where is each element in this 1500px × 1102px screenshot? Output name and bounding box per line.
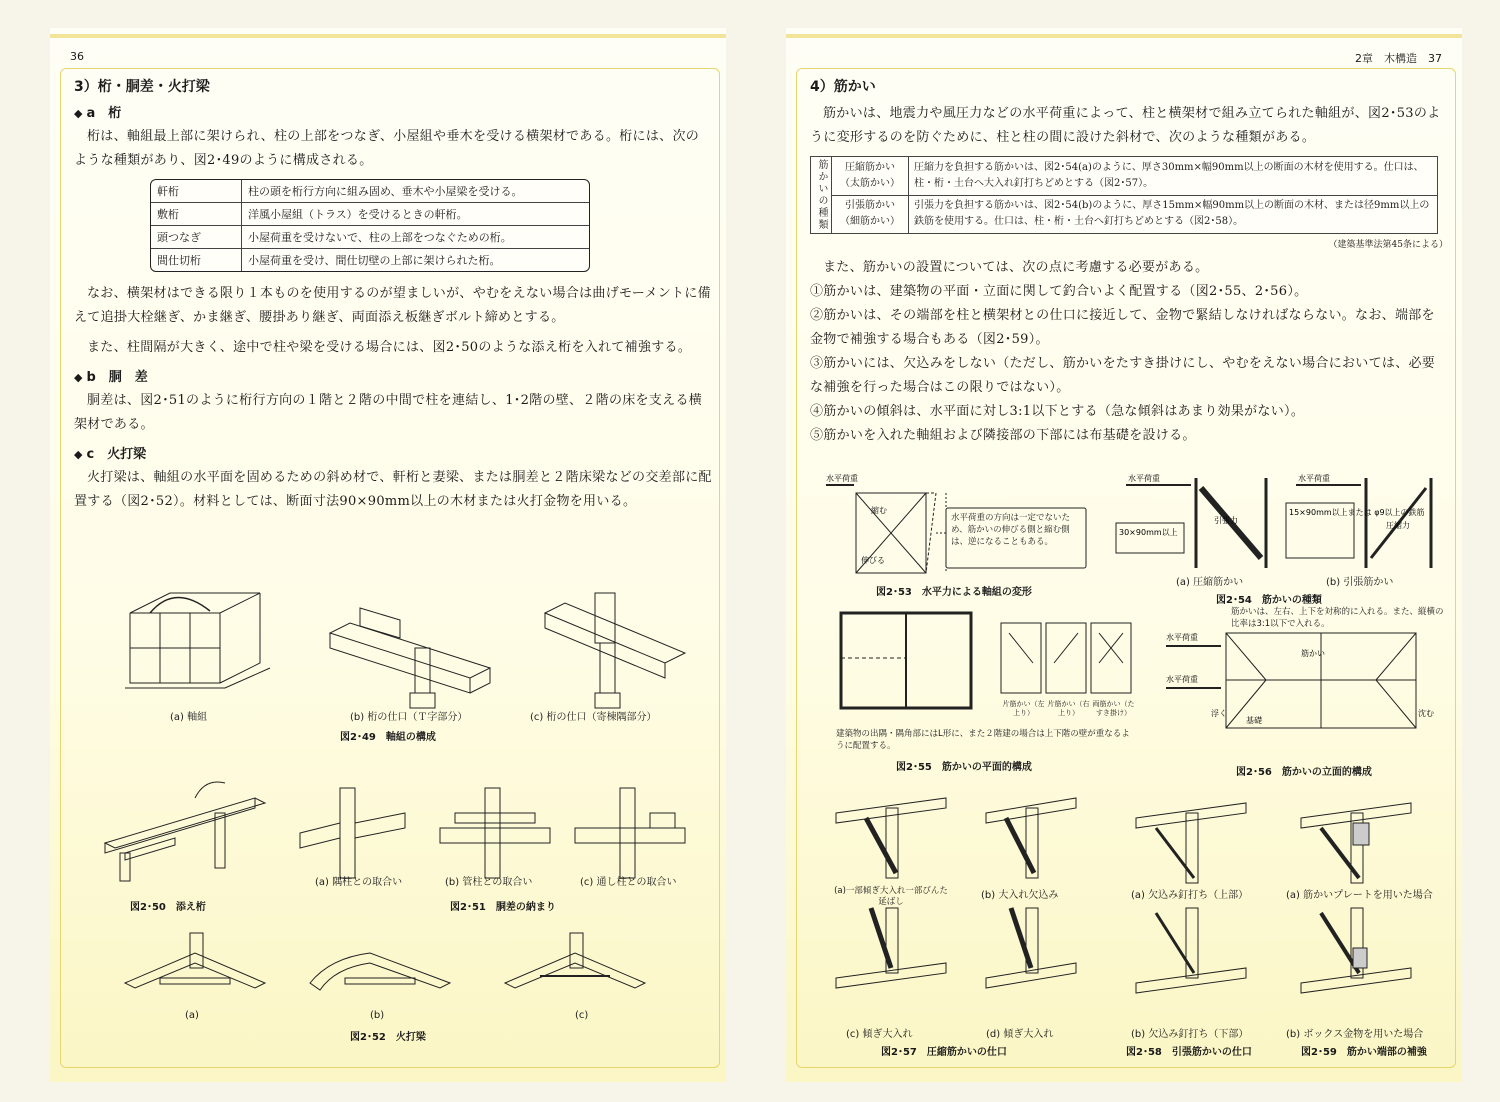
list-item: ⑤筋かいを入れた軸組および隣接部の下部には布基礎を設ける。 (810, 428, 1196, 443)
section-title: 3）桁・胴差・火打梁 (74, 79, 210, 95)
table-row: 間仕切桁 小屋荷重を受け、間仕切壁の上部に架けられた桁。 (151, 249, 589, 271)
figure-note: 建築物の出隅・隅角部にはL形に、また２階建の場合は上下階の壁が重なるように配置する。 (836, 729, 1130, 751)
label-tension: 引張力 (1214, 516, 1238, 525)
figure-2-58 (1126, 788, 1266, 1018)
figure-2-49c (525, 583, 705, 713)
figure-title: 図2･56 筋かいの立面的構成 (1236, 767, 1372, 778)
figure-label: 両筋かい（たすき掛け） (1092, 700, 1135, 717)
figure-title: 図2･52 火打梁 (350, 1032, 426, 1043)
figure-2-52a (115, 928, 275, 1008)
figure-caption: (b) 欠込み釘打ち（下部） (1131, 1029, 1249, 1040)
points-list (810, 280, 1448, 448)
left-page (50, 28, 726, 1082)
label-size: 15×90mm以上または φ9以上の鉄筋 (1289, 508, 1425, 517)
figure-caption: (b) 管柱との取合い (445, 877, 533, 888)
label-compression: 圧縮力 (1386, 521, 1410, 530)
figure-2-51a (295, 783, 415, 883)
figure-2-52b (300, 928, 460, 1008)
paragraph: 桁は、軸組最上部に架けられ、柱の上部をつなぎ、小屋組や垂木を受ける横架材である。桁には、次のような種類があり、図2･49のように構成される。 (74, 129, 700, 168)
subheading-c: ◆ c 火打梁 (74, 447, 147, 462)
paragraph: また、筋かいの設置については、次の点に考慮する必要がある。 (823, 260, 1209, 275)
figure-caption: (b) 引張筋かい (1326, 577, 1394, 588)
figure-note: 水平荷重の方向は一定でないため、筋かいの伸びる側と縮む側は、逆になることもある。 (951, 513, 1071, 547)
figure-title: 図2･51 胴差の納まり (450, 902, 556, 913)
label-horizontal-load: 水平荷重 (1298, 474, 1330, 483)
label-size: 30×90mm以上 (1119, 528, 1178, 537)
figure-2-49b (320, 588, 510, 713)
figure-2-56 (1166, 628, 1434, 738)
figure-title: 図2･57 圧縮筋かいの仕口 (881, 1047, 1007, 1058)
figure-title: 図2･58 引張筋かいの仕口 (1126, 1047, 1252, 1058)
label-horizontal-load: 水平荷重 (826, 474, 858, 483)
page-number: 2章 木構造 37 (1355, 52, 1442, 65)
figure-caption: (b) ボックス金物を用いた場合 (1286, 1029, 1424, 1040)
figure-caption: (a)一部傾ぎ大入れ一部びんた延ばし (834, 886, 948, 907)
figure-caption: (b) 大入れ欠込み (981, 890, 1059, 901)
label-stretch: 伸びる (861, 556, 885, 565)
figure-label: 片筋かい（左上り） (1002, 700, 1045, 717)
label-brace: 筋かい (1301, 649, 1325, 658)
label-base: 基礎 (1246, 716, 1262, 725)
figure-caption: (b) 桁の仕口（Ｔ字部分） (350, 712, 468, 723)
figure-caption: (d) 傾ぎ大入れ (986, 1029, 1054, 1040)
paragraph: 胴差は、図2･51のように桁行方向の１階と２階の中間で柱を連結し、1･2階の壁、２階の床を支える横架材である。 (74, 393, 703, 432)
top-rule (786, 34, 1462, 38)
figure-caption: (c) 通し柱との取合い (580, 877, 677, 888)
label-sink: 沈む (1418, 709, 1434, 718)
figure-caption: (b) (370, 1010, 385, 1021)
figure-caption: (a) (185, 1010, 199, 1021)
figure-caption: (a) 筋かいプレートを用いた場合 (1286, 890, 1433, 901)
list-item: ③筋かいには、欠込みをしない（ただし、筋かいをたすき掛けにし、やむをえない場合においては、必要な補強を行った場合はこの限りではない）。 (810, 356, 1436, 395)
table-row: 筋かいの種類 圧縮筋かい（太筋かい） 圧縮力を負担する筋かいは、図2･54(a)のように、厚さ30mm×幅90mm以上の断面の木材を使用する。仕口は、柱・桁・土台へ大入れ釘打ちどめとする（図2･57）。 (811, 157, 1438, 196)
figure-2-50 (95, 773, 275, 883)
brace-type-table (810, 156, 1438, 234)
figure-caption: (a) 圧縮筋かい (1176, 577, 1244, 588)
figure-title: 図2･59 筋かい端部の補強 (1301, 1047, 1427, 1058)
right-content (810, 76, 1448, 448)
figure-2-54b (1286, 473, 1436, 573)
subheading-a: ◆ a 桁 (74, 106, 122, 121)
label-horizontal-load: 水平荷重 (1166, 675, 1198, 684)
top-rule (50, 34, 726, 38)
table-row: 頭つなぎ 小屋荷重を受けないで、柱の上部をつなぐための桁。 (151, 226, 589, 249)
figure-2-52c (495, 928, 655, 1008)
paragraph: なお、横架材はできる限り１本ものを使用するのが望ましいが、やむをえない場合は曲げモーメントに備えて追掛大栓継ぎ、かま継ぎ、腰掛あり継ぎ、両面添え板継ぎボルト締めとする。 (74, 286, 711, 325)
list-item: ④筋かいの傾斜は、水平面に対し3:1以下とする（急な傾斜はあまり効果がない）。 (810, 404, 1305, 419)
figure-note: 筋かいは、左右、上下を対称的に入れる。また、縦横の比率は3:1以下で入れる。 (1231, 607, 1444, 629)
figure-label: 片筋かい（右上り） (1047, 700, 1090, 717)
label-float: 浮く (1211, 709, 1227, 718)
paragraph: 筋かいは、地震力や風圧力などの水平荷重によって、柱と横架材で組み立てられた軸組が、図2･53のように変形するのを防ぐために、柱と柱の間に設けた斜材で、次のような種類がある。 (810, 106, 1441, 145)
label-horizontal-load: 水平荷重 (1166, 633, 1198, 642)
paragraph: 火打梁は、軸組の水平面を固めるための斜め材で、軒桁と妻梁、または胴差と２階床梁などの交差部に配置する（図2･52）。材料としては、断面寸法90×90mm以上の木材または火打金物を用いる。 (74, 470, 712, 509)
figure-caption: (c) 傾ぎ大入れ (846, 1029, 913, 1040)
figure-2-51b (435, 783, 555, 883)
figure-caption: (a) 軸組 (170, 712, 208, 723)
figure-2-59 (1291, 788, 1441, 1018)
subheading-b: ◆ b 胴 差 (74, 370, 148, 385)
left-content (74, 76, 712, 520)
page-number: 36 (70, 50, 84, 63)
table-row: 引張筋かい（細筋かい） 引張力を負担する筋かいは、図2･54(b)のように、厚さ15mm×幅90mm以上の断面の木材、または径9mm以上の鉄筋を使用する。仕口は、柱・桁・土台へ釘打ちどめとする（図2･58）。 (811, 195, 1438, 234)
figure-title: 図2･53 水平力による軸組の変形 (876, 587, 1032, 598)
girder-type-table (150, 179, 590, 272)
figure-2-49a (110, 573, 300, 703)
figure-2-54a (1116, 473, 1266, 573)
figure-title: 図2･54 筋かいの種類 (1216, 595, 1322, 606)
list-item: ①筋かいは、建築物の平面・立面に関して釣合いよく配置する（図2･55、2･56）。 (810, 284, 1308, 299)
paragraph: また、柱間隔が大きく、途中で柱や梁を受ける場合には、図2･50のような添え桁を入れて補強する。 (87, 340, 692, 355)
table-note: （建築基準法第45条による） (1328, 240, 1448, 250)
table-row: 軒桁 柱の頭を桁行方向に組み固め、垂木や小屋梁を受ける。 (151, 180, 589, 203)
list-item: ②筋かいは、その端部を柱と横架材との仕口に接近して、金物で緊結しなければならない。なお、端部を金物で補強する場合もある（図2･59）。 (810, 308, 1435, 347)
figure-title: 図2･50 添え桁 (130, 902, 206, 913)
label-shrink: 縮む (871, 506, 887, 515)
figure-caption: (a) 隅柱との取合い (315, 877, 403, 888)
figure-caption: (c) (575, 1010, 589, 1021)
figure-caption: (c) 桁の仕口（寄棟隅部分） (530, 712, 657, 723)
figure-title: 図2･49 軸組の構成 (340, 732, 436, 743)
figure-2-51c (570, 783, 690, 883)
figure-caption: (a) 欠込み釘打ち（上部） (1131, 890, 1249, 901)
label-horizontal-load: 水平荷重 (1128, 474, 1160, 483)
table-row: 敷桁 洋風小屋組（トラス）を受けるときの軒桁。 (151, 203, 589, 226)
right-page (786, 28, 1462, 1082)
table-side-label: 筋かいの種類 (811, 157, 832, 234)
section-title: 4）筋かい (810, 79, 876, 95)
figure-title: 図2･55 筋かいの平面的構成 (896, 762, 1032, 773)
